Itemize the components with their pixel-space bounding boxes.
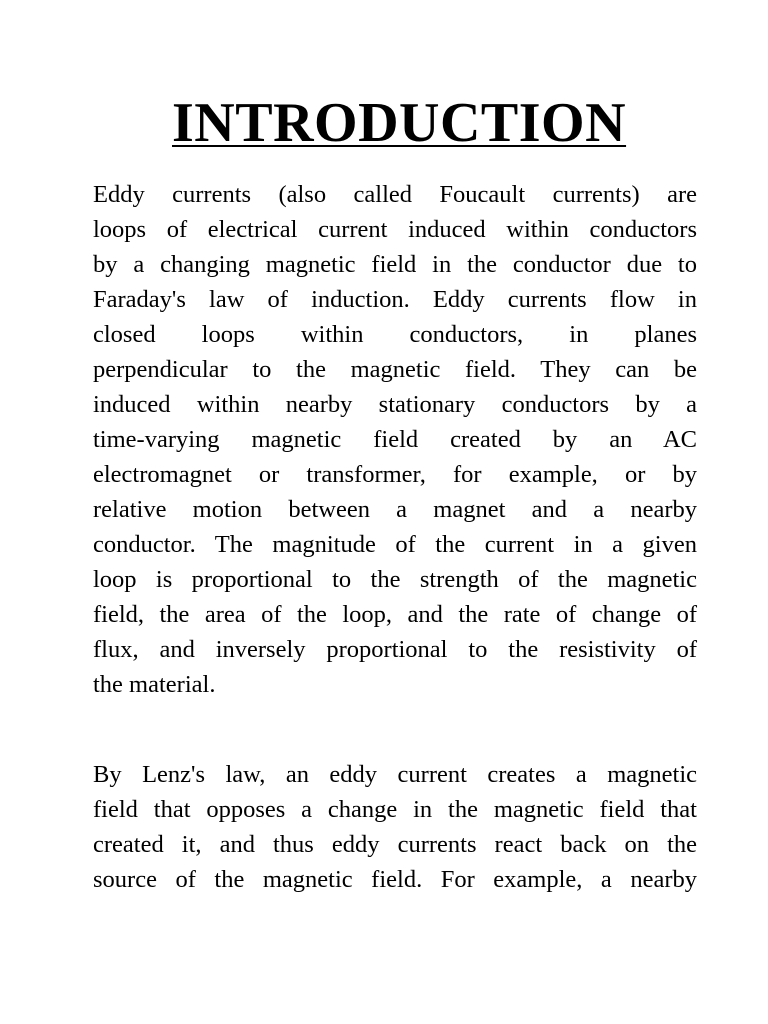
text-line: field that opposes a change in the magnetic field that [93,796,697,823]
text-line: relative motion between a magnet and a nearby [93,496,697,523]
text-line: Eddy currents (also called Foucault currents) are [93,181,697,208]
text-line: by a changing magnetic field in the conductor due to [93,251,697,278]
text-line: flux, and inversely proportional to the resistivity of [93,636,697,663]
text-line: field, the area of the loop, and the rate of change of [93,601,697,628]
text-line: induced within nearby stationary conductors by a [93,391,697,418]
text-line: loops of electrical current induced within conductors [93,216,697,243]
text-line: closed loops within conductors, in planes [93,321,697,348]
text-line: Faraday's law of induction. Eddy currents flow in [93,286,697,313]
paragraph-lenz-law [93,757,697,897]
text-line: created it, and thus eddy currents react back on the [93,831,697,858]
text-line: the material. [93,671,216,698]
text-line: perpendicular to the magnetic field. They can be [93,356,697,383]
text-line: By Lenz's law, an eddy current creates a magnetic [93,761,697,788]
text-line: source of the magnetic field. For example, a nearby [93,866,697,893]
paragraph-eddy-currents [93,177,697,702]
text-line: loop is proportional to the strength of the magnetic [93,566,697,593]
text-line: electromagnet or transformer, for example, or by [93,461,697,488]
page-title: INTRODUCTION [172,92,627,154]
text-line: time-varying magnetic field created by an AC [93,426,697,453]
text-line: conductor. The magnitude of the current in a given [93,531,697,558]
